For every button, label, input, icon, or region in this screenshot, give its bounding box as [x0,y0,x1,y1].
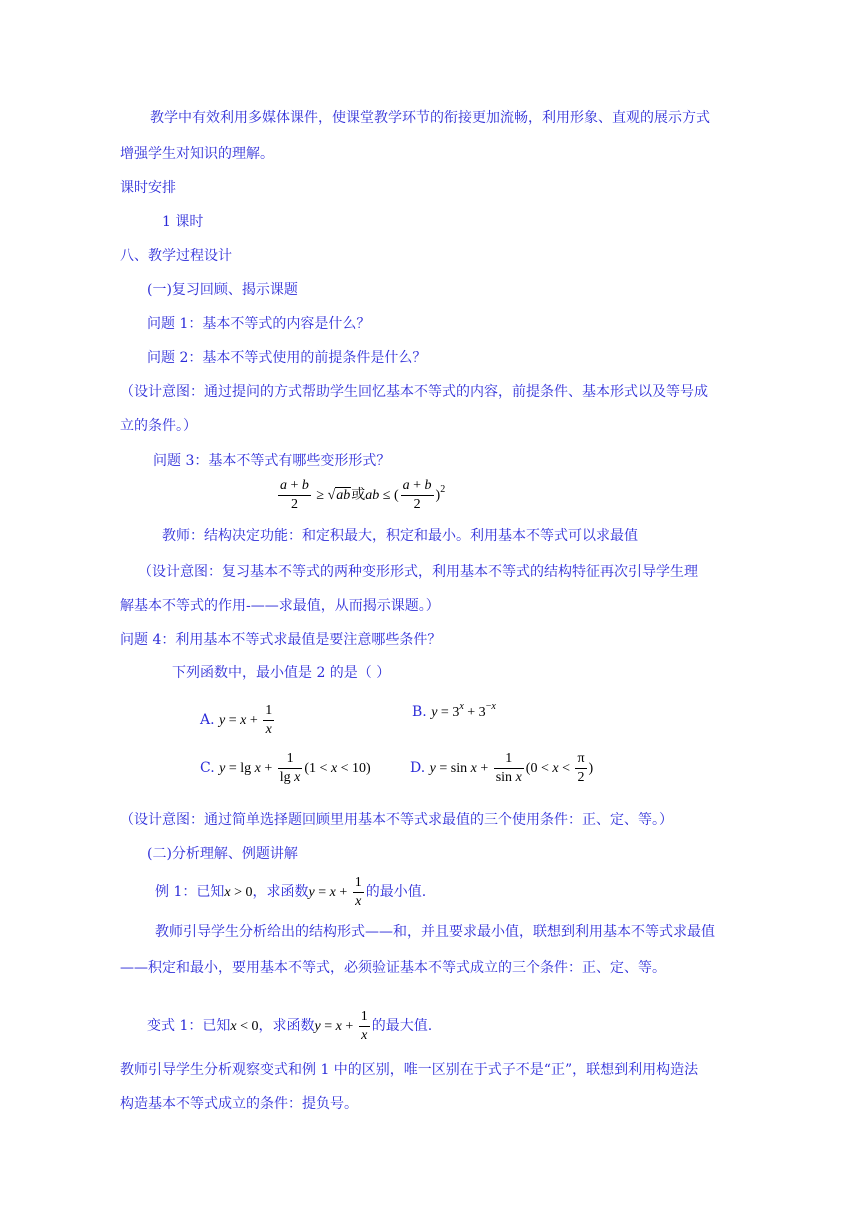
option-a: A. y = x + $\frac{1}{x}$ [200,703,273,738]
design-intent-line: （设计意图：复习基本不等式的两种变形形式，利用基本不等式的结构特征再次引导学生理 [138,564,698,580]
example-1-text: ，求函数 [252,884,309,900]
option-b: B. $y = 3^x + 3^{-x}$ [412,701,496,720]
paragraph-line: 增强学生对知识的理解。 [120,146,274,162]
design-intent-line: 立的条件。） [120,418,197,434]
design-intent-line: 解基本不等式的作用-——求最值，从而揭示课题。） [120,598,440,614]
option-a-label: A. [200,712,215,728]
example-1-text: 例 1：已知 [155,884,225,900]
option-d: D. y = sin x + $\frac{1}{\text{sin x}}$ (0 < x < $\frac{\pi}{2}$ ) [410,751,594,786]
question-4: 问题 4：利用基本不等式求最值是要注意哪些条件？ [120,632,442,648]
variant-1-text: ，求函数 [258,1018,315,1034]
guide-line: ——积定和最小，要用基本不等式，必须验证基本不等式成立的三个条件：正、定、等。 [120,960,666,976]
schedule-value: 1 课时 [162,214,204,230]
guide-line: 构造基本不等式成立的条件：提负号。 [120,1096,358,1112]
design-intent-line: （设计意图：通过提问的方式帮助学生回忆基本不等式的内容，前提条件、基本形式以及等号成 [120,384,708,400]
design-intent-line: （设计意图：通过简单选择题回顾里用基本不等式求最值的三个使用条件：正、定、等。） [120,812,673,828]
option-c-label: C. [200,760,215,776]
variant-1-text: 的最大值. [371,1018,433,1034]
guide-line: 教师引导学生分析观察变式和例 1 中的区别，唯一区别在于式子不是“正”，联想到利用构造法 [120,1062,699,1078]
question-2: 问题 2：基本不等式使用的前提条件是什么？ [147,350,427,366]
option-d-label: D. [410,760,426,776]
subsection-heading: (一)复习回顾、揭示课题 [147,282,298,298]
formula-am-gm-variants: $\frac{a + b}{2}$ ≥ √ab或ab ≤ ( $\frac{a + b}{2}$ )$^2$ [280,478,446,513]
mcq-stem: 下列函数中，最小值是 2 的是（ ） [172,665,391,681]
section-heading: 八、教学过程设计 [120,248,232,264]
paragraph-line: 教学中有效利用多媒体课件，使课堂教学环节的衔接更加流畅，利用形象、直观的展示方式 [150,110,710,126]
variant-1-text: 变式 1：已知 [147,1018,231,1034]
subsection-heading: (二)分析理解、例题讲解 [147,846,298,862]
variant-1: 变式 1：已知x < 0，求函数y = x + $\frac{1}{x}$ 的最大值. [147,1009,433,1044]
option-c: C. y = lg x + $\frac{1}{\text{lg x}}$ (1 < x < 10) [200,751,371,786]
heading-schedule: 课时安排 [120,180,176,196]
question-3: 问题 3：基本不等式有哪些变形形式？ [153,453,391,469]
example-1-text: 的最小值. [365,884,427,900]
example-1: 例 1：已知x > 0，求函数y = x + $\frac{1}{x}$ 的最小值. [155,875,427,910]
guide-line: 教师引导学生分析给出的结构形式——和，并且要求最小值，联想到利用基本不等式求最值 [155,924,715,940]
teacher-note: 教师：结构决定功能：和定积最大，积定和最小。利用基本不等式可以求最值 [162,528,638,544]
option-b-label: B. [412,704,427,720]
question-1: 问题 1：基本不等式的内容是什么？ [147,316,371,332]
